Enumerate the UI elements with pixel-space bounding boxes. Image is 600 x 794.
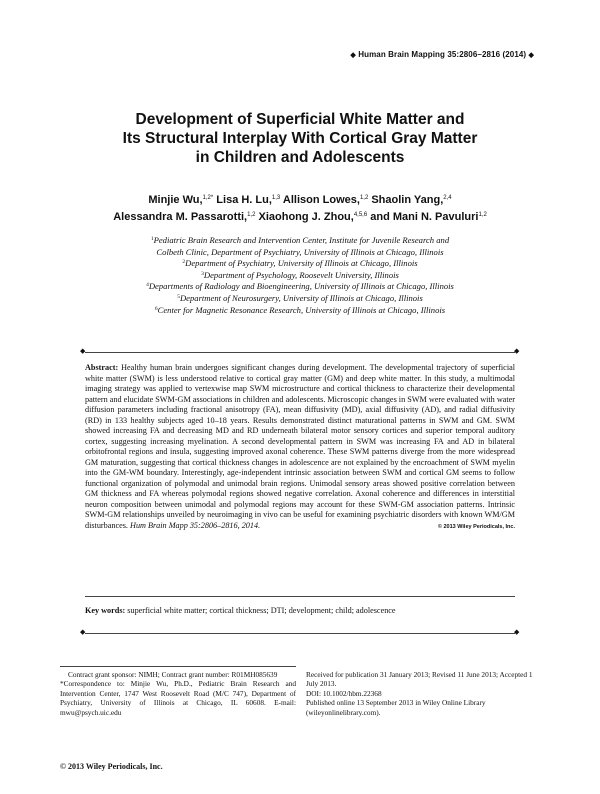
author-line (60, 209, 540, 226)
diamond-icon: ◆ (514, 347, 520, 355)
diamond-icon: ◆ (80, 628, 86, 636)
correspondence-footnote: *Correspondence to: Minjie Wu, Ph.D., Pediatric Brain Research and Intervention Center, 1747 West Roosevelt Road (M/C 747), Department of Psychiatry, University of Illinois at Chicago, IL 60608. E-mail: mwu@psych.uic.edu (60, 679, 296, 717)
author-name: Allison Lowes, (282, 194, 360, 206)
author-sup: 1,2 (359, 195, 369, 201)
author-name: Lisa H. Lu, (216, 194, 272, 206)
journal-header (350, 50, 534, 59)
affiliation-text: Colbeth Clinic, Department of Psychiatry, University of Illinois at Chicago, Illinois (156, 246, 444, 257)
received-footnote: Received for publication 31 January 2013; Revised 11 June 2013; Accepted 1 July 2013. (306, 670, 533, 689)
affiliation-text: Departments of Radiology and Bioengineering, University of Illinois at Chicago, Illinois (148, 281, 454, 292)
keywords (85, 606, 515, 616)
affiliation-line (60, 258, 540, 270)
footnotes-left (60, 670, 296, 717)
keywords-text: superficial white matter; cortical thickness; DTI; development; child; adolescence (127, 606, 396, 615)
title-line: in Children and Adolescents (195, 149, 405, 166)
article-title (60, 110, 540, 167)
affiliation-line (60, 270, 540, 282)
abstract (85, 363, 515, 532)
diamond-icon: ◆ (350, 52, 356, 59)
affiliations (60, 235, 540, 316)
diamond-icon: ◆ (80, 347, 86, 355)
author-sup: 4,5,6 (353, 212, 368, 218)
abstract-label: Abstract: (85, 363, 119, 372)
author-sup: 1,2* (202, 195, 214, 201)
affiliation-line (60, 247, 540, 259)
affiliation-text: Department of Neurosurgery, University of Illinois at Chicago, Illinois (179, 292, 423, 303)
affiliation-sup: 5 (177, 293, 180, 300)
journal-citation: Human Brain Mapping 35:2806–2816 (2014) (358, 50, 527, 59)
footnote-rule (60, 666, 296, 667)
author-sup: 1,2 (478, 212, 487, 218)
affiliation-sup: 1 (150, 236, 154, 242)
author-sup: 2,4 (443, 195, 452, 201)
title-line: Development of Superficial White Matter and (135, 111, 465, 128)
author-name: Shaolin Yang, (371, 194, 444, 206)
affiliation-sup: 3 (201, 270, 204, 277)
footnotes-right (306, 670, 544, 717)
affiliation-line (60, 305, 540, 317)
author-sup: 1,2 (247, 212, 256, 218)
keywords-bottom-rule (85, 633, 515, 634)
affiliation-line (60, 235, 540, 247)
keywords-label: Key words: (85, 606, 126, 615)
doi-footnote: DOI: 10.1002/hbm.22368 (306, 688, 382, 698)
abstract-bottom-rule (85, 596, 515, 597)
affiliation-line (60, 281, 540, 293)
published-footnote: Published online 13 September 2013 in Wiley Online Library (wileyonlinelibrary.com). (306, 698, 486, 717)
abstract-top-rule (85, 352, 515, 353)
abstract-body: Healthy human brain undergoes significant changes during development. The developmental trajectory of superficial white matter (SWM) is less understood relative to cortical gray matter (GM) and deep white matter. In this study, a multimodal imaging strategy was applied to vertexwise map SWM microstructure and cortical thickness to characterize their developmental pattern and elucidate SWM-GM associations in children and adolescents. Microscopic changes in SWM were evaluated with water diffusion parameters including fractional anisotropy (FA), mean diffusivity (MD), axial diffusivity (AD), and radial diffusivity (RD) in 133 healthy subjects aged 10–18 years. Results demonstrated distinct maturational patterns in SWM and GM. SWM showed increasing FA and decreasing MD and RD underneath bilateral motor sensory cortices and superior temporal auditory cortex, suggesting increasing myelination. A second developmental pattern in SWM was increasing FA and AD in bilateral orbitofrontal regions and insula, suggesting improved axonal coherence. These SWM patterns diverge from the more widespread GM maturation, suggesting that cortical thickness changes in adolescence are not explained by the encroachment of SWM myelin into the GM-WM boundary. Interestingly, age-independent intrinsic association between SWM and cortical GM seems to follow functional organization of polymodal and unimodal brain regions. Unimodal sensory areas showed positive correlation between GM thickness and FA whereas polymodal regions showed negative correlation. Axonal coherence and differences in interstitial neuron composition between unimodal and polymodal regions may account for these SWM-GM association patterns. Intrinsic SWM-GM relationships unveiled by neuroimaging in vivo can be useful for examining psychiatric disorders with known WM/GM disturbances. (85, 363, 516, 530)
affiliation-text: Center for Magnetic Resonance Research, University of Illinois at Chicago, Illinois (157, 304, 446, 315)
affiliation-sup: 2 (182, 259, 186, 266)
affiliation-line (60, 293, 540, 305)
affiliation-text: Pediatric Brain Research and Intervention Center, Institute for Juvenile Research and (153, 235, 450, 245)
author-list (60, 192, 540, 226)
abstract-citation: Hum Brain Mapp 35:2806–2816, 2014. (130, 520, 261, 530)
abstract-copyright: © 2013 Wiley Periodicals, Inc. (437, 523, 515, 530)
title-line: Its Structural Interplay With Cortical Gray Matter (122, 130, 478, 147)
author-name: Minjie Wu, (148, 194, 203, 206)
copyright-footer: © 2013 Wiley Periodicals, Inc. (60, 762, 163, 771)
affiliation-text: Department of Psychology, Roosevelt University, Illinois (203, 269, 399, 280)
author-name: Xiaohong J. Zhou, (258, 211, 354, 223)
affiliation-text: Department of Psychiatry, University of Illinois at Chicago, Illinois (185, 258, 418, 269)
author-sup: 1,3 (271, 195, 281, 201)
affiliation-sup: 6 (154, 305, 158, 312)
author-name: and Mani N. Pavuluri (370, 211, 479, 223)
author-name: Alessandra M. Passarotti, (113, 211, 248, 223)
author-line (60, 192, 540, 209)
diamond-icon: ◆ (528, 52, 534, 59)
affiliation-sup: 4 (146, 282, 149, 289)
diamond-icon: ◆ (514, 628, 520, 636)
grant-footnote: Contract grant sponsor: NIMH; Contract grant number: R01MH085639 (68, 670, 278, 679)
